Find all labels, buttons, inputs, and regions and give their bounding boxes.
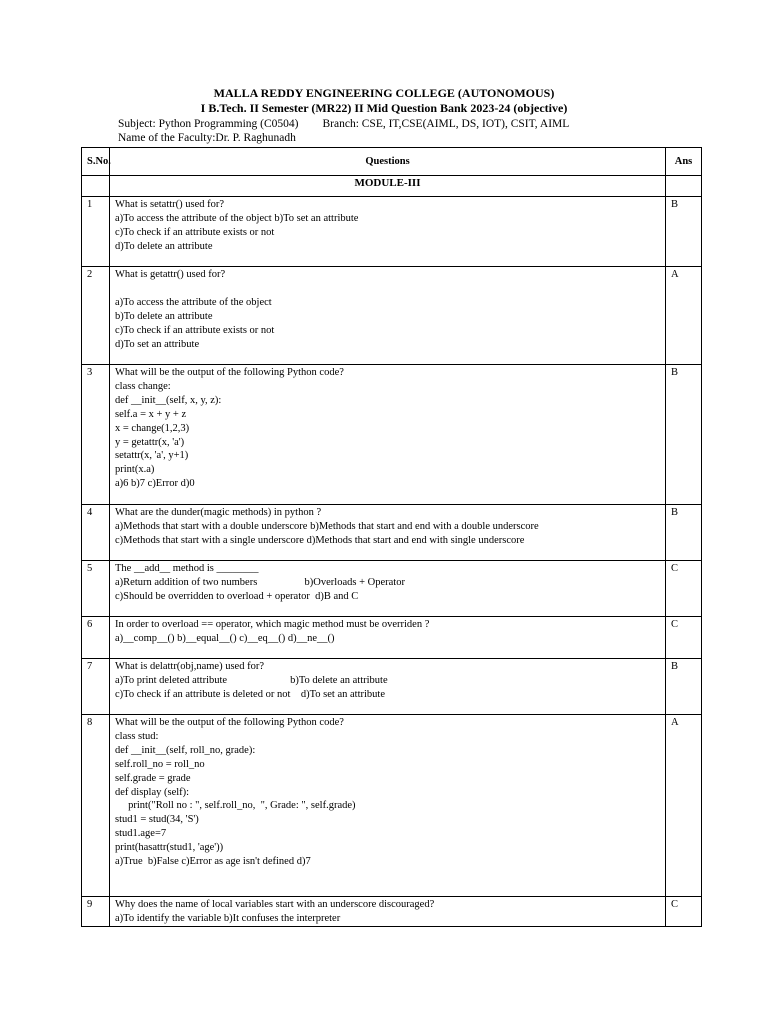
question-line: c)To check if an attribute exists or not bbox=[115, 226, 275, 238]
question-number: 7 bbox=[82, 659, 110, 715]
question-line: self.grade = grade bbox=[115, 772, 191, 784]
question-line: The __add__ method is ________ bbox=[115, 563, 259, 574]
question-line: d)To set an attribute bbox=[115, 338, 200, 350]
question-line: c)To check if an attribute is deleted or not d)To set an attribute bbox=[115, 688, 385, 700]
question-line: self.a = x + y + z bbox=[115, 408, 187, 420]
question-line bbox=[115, 282, 660, 296]
question-line: What will be the output of the following Python code? bbox=[115, 717, 344, 728]
table-row bbox=[82, 505, 702, 561]
question-number: 4 bbox=[82, 505, 110, 561]
table-row bbox=[82, 715, 702, 897]
answer-key: A bbox=[666, 267, 702, 365]
question-line: What is delattr(obj,name) used for? bbox=[115, 661, 264, 672]
table-row bbox=[82, 365, 702, 505]
question-line: Why does the name of local variables start with an underscore discouraged? bbox=[115, 899, 435, 910]
answer-key: C bbox=[666, 617, 702, 659]
question-line: a)__comp__() b)__equal__() c)__eq__() d)__ne__() bbox=[115, 632, 335, 644]
question-number: 2 bbox=[82, 267, 110, 365]
questions-header: Questions bbox=[110, 148, 666, 176]
question-text bbox=[110, 505, 666, 561]
question-line: c)Methods that start with a single underscore d)Methods that start and end with single underscore bbox=[115, 534, 525, 546]
question-number: 3 bbox=[82, 365, 110, 505]
question-line: stud1 = stud(34, 'S') bbox=[115, 814, 199, 826]
question-line: x = change(1,2,3) bbox=[115, 422, 190, 434]
table-row bbox=[82, 561, 702, 617]
question-line: a)To identify the variable b)It confuses the interpreter bbox=[115, 912, 341, 924]
question-line: setattr(x, 'a', y+1) bbox=[115, 450, 189, 462]
subject-text: Subject: Python Programming (C0504) bbox=[118, 118, 299, 130]
table-row bbox=[82, 659, 702, 715]
sno-header: S.No. bbox=[82, 148, 110, 176]
answer-key: A bbox=[666, 715, 702, 897]
question-line: c)Should be overridden to overload + operator d)B and C bbox=[115, 590, 359, 602]
question-line: a)True b)False c)Error as age isn't defined d)7 bbox=[115, 856, 311, 868]
answer-key: C bbox=[666, 897, 702, 927]
question-text bbox=[110, 267, 666, 365]
branch-text: Branch: CSE, IT,CSE(AIML, DS, IOT), CSIT, AIML bbox=[322, 118, 570, 130]
question-number: 8 bbox=[82, 715, 110, 897]
question-line: def __init__(self, roll_no, grade): bbox=[115, 744, 256, 756]
table-row bbox=[82, 897, 702, 927]
question-line: a)Return addition of two numbers b)Overloads + Operator bbox=[115, 576, 405, 588]
question-number: 1 bbox=[82, 197, 110, 267]
question-line: a)Methods that start with a double underscore b)Methods that start and end with a double underscore bbox=[115, 520, 539, 532]
question-line: a)6 b)7 c)Error d)0 bbox=[115, 478, 195, 490]
college-title: MALLA REDDY ENGINEERING COLLEGE (AUTONOMOUS) bbox=[213, 86, 555, 100]
question-text bbox=[110, 197, 666, 267]
answer-key: B bbox=[666, 659, 702, 715]
table-header-row bbox=[82, 148, 702, 176]
question-line: self.roll_no = roll_no bbox=[115, 758, 205, 770]
question-line: print(hasattr(stud1, 'age')) bbox=[115, 842, 224, 854]
subject-line bbox=[118, 117, 569, 132]
question-text bbox=[110, 659, 666, 715]
table-row bbox=[82, 197, 702, 267]
question-line: class change: bbox=[115, 380, 171, 392]
question-text bbox=[110, 365, 666, 505]
question-line: stud1.age=7 bbox=[115, 828, 167, 840]
question-line: b)To delete an attribute bbox=[115, 310, 213, 322]
module-row bbox=[82, 176, 702, 197]
answer-key: B bbox=[666, 365, 702, 505]
answer-key: B bbox=[666, 197, 702, 267]
question-table bbox=[81, 147, 702, 927]
question-line: a)To print deleted attribute b)To delete an attribute bbox=[115, 674, 388, 686]
question-text bbox=[110, 617, 666, 659]
ans-header: Ans bbox=[666, 148, 702, 176]
question-line: What will be the output of the following Python code? bbox=[115, 367, 344, 378]
question-line: class stud: bbox=[115, 730, 159, 742]
question-number: 9 bbox=[82, 897, 110, 927]
question-line: c)To check if an attribute exists or not bbox=[115, 324, 275, 336]
question-line: print("Roll no : ", self.roll_no, ", Grade: ", self.grade) bbox=[115, 800, 356, 812]
question-line: a)To access the attribute of the object b)To set an attribute bbox=[115, 212, 359, 224]
question-text bbox=[110, 897, 666, 927]
question-line: d)To delete an attribute bbox=[115, 240, 213, 252]
question-line: What is setattr() used for? bbox=[115, 199, 225, 210]
question-text bbox=[110, 715, 666, 897]
question-number: 6 bbox=[82, 617, 110, 659]
question-text bbox=[110, 561, 666, 617]
question-line: def display (self): bbox=[115, 786, 190, 798]
answer-key: B bbox=[666, 505, 702, 561]
question-line: In order to overload == operator, which magic method must be overriden ? bbox=[115, 619, 430, 630]
faculty-line: Name of the Faculty:Dr. P. Raghunadh bbox=[118, 132, 296, 144]
question-number: 5 bbox=[82, 561, 110, 617]
module-title: MODULE-III bbox=[110, 176, 666, 197]
question-line: What are the dunder(magic methods) in python ? bbox=[115, 507, 322, 518]
question-line: y = getattr(x, 'a') bbox=[115, 436, 185, 448]
question-line: print(x.a) bbox=[115, 464, 155, 476]
question-line: def __init__(self, x, y, z): bbox=[115, 394, 222, 406]
question-line: What is getattr() used for? bbox=[115, 269, 226, 280]
question-line: a)To access the attribute of the object bbox=[115, 296, 272, 308]
table-row bbox=[82, 267, 702, 365]
answer-key: C bbox=[666, 561, 702, 617]
exam-title: I B.Tech. II Semester (MR22) II Mid Question Bank 2023-24 (objective) bbox=[200, 101, 568, 115]
table-row bbox=[82, 617, 702, 659]
document-header bbox=[0, 86, 768, 116]
